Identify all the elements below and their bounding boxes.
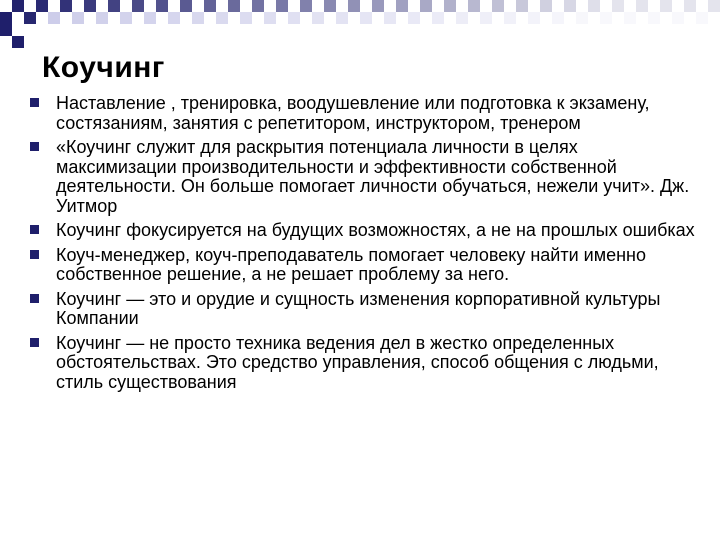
bullet-item [30, 221, 700, 241]
deco-square [300, 0, 312, 12]
deco-square [588, 0, 600, 12]
deco-square [228, 0, 240, 12]
deco-square [600, 12, 612, 24]
deco-square [48, 12, 60, 24]
deco-square [396, 0, 408, 12]
deco-square [36, 0, 48, 12]
deco-square [648, 12, 660, 24]
deco-square [552, 12, 564, 24]
deco-square [324, 0, 336, 12]
bullet-text: Коучинг фокусируется на будущих возможностях, а не на прошлых ошибках [56, 220, 695, 240]
checker-pattern [0, 0, 720, 48]
square-bullet-icon [30, 98, 39, 107]
deco-square [672, 12, 684, 24]
deco-square [24, 12, 36, 24]
deco-square [432, 12, 444, 24]
square-bullet-icon [30, 338, 39, 347]
deco-square [372, 0, 384, 12]
deco-square [120, 12, 132, 24]
bullet-item [30, 334, 700, 393]
deco-square [612, 0, 624, 12]
square-bullet-icon [30, 225, 39, 234]
deco-square [216, 12, 228, 24]
deco-square [156, 0, 168, 12]
deco-square [636, 0, 648, 12]
bullet-text: Наставление , тренировка, воодушевление или подготовка к экзамену, состязаниям, занятия с репетитором, инструктором, тренером [56, 93, 650, 133]
deco-square [60, 0, 72, 12]
deco-square [264, 12, 276, 24]
deco-square [252, 0, 264, 12]
deco-square [360, 12, 372, 24]
bullet-item [30, 246, 700, 285]
deco-square [480, 12, 492, 24]
bullet-text: Коучинг — не просто техника ведения дел в жестко определенных обстоятельствах. Это средство управления, способ общения с людьми, стиль существования [56, 332, 659, 392]
bullet-list [30, 94, 700, 397]
deco-square [180, 0, 192, 12]
square-bullet-icon [30, 142, 39, 151]
deco-square [456, 12, 468, 24]
deco-square [624, 12, 636, 24]
bullet-item [30, 94, 700, 133]
deco-square [336, 12, 348, 24]
deco-square [240, 12, 252, 24]
deco-square [312, 12, 324, 24]
deco-square [516, 0, 528, 12]
deco-square [0, 24, 12, 36]
deco-square [492, 0, 504, 12]
deco-square [660, 0, 672, 12]
slide-title: Коучинг [42, 51, 165, 84]
deco-square [108, 0, 120, 12]
deco-square [168, 12, 180, 24]
deco-square [96, 12, 108, 24]
deco-square [0, 12, 12, 24]
decorative-header-strip [0, 0, 720, 48]
deco-square [132, 0, 144, 12]
deco-square [696, 12, 708, 24]
deco-square [684, 0, 696, 12]
deco-square [528, 12, 540, 24]
deco-square [540, 0, 552, 12]
bullet-text: Коуч-менеджер, коуч-преподаватель помогает человеку найти именно собственное решение, а не решает проблему за него. [56, 244, 646, 284]
deco-square [144, 12, 156, 24]
bullet-item [30, 138, 700, 216]
deco-square [384, 12, 396, 24]
bullet-item [30, 290, 700, 329]
deco-square [276, 0, 288, 12]
deco-square [84, 0, 96, 12]
deco-square [576, 12, 588, 24]
bullet-text: «Коучинг служит для раскрытия потенциала личности в целях максимизации производительности и эффективности собственной деятельности. Он больше помогает личности обучаться, нежели учит». Дж. Уитмор [56, 137, 690, 216]
deco-square [348, 0, 360, 12]
bullet-text: Коучинг — это и орудие и сущность изменения корпоративной культуры Компании [56, 288, 661, 328]
deco-square [288, 12, 300, 24]
deco-square [12, 36, 24, 48]
deco-square [192, 12, 204, 24]
deco-square [504, 12, 516, 24]
deco-square [420, 0, 432, 12]
deco-square [408, 12, 420, 24]
deco-square [444, 0, 456, 12]
deco-square [12, 0, 24, 12]
deco-square [72, 12, 84, 24]
square-bullet-icon [30, 294, 39, 303]
square-bullet-icon [30, 250, 39, 259]
deco-square [564, 0, 576, 12]
deco-square [708, 0, 720, 12]
deco-square [468, 0, 480, 12]
deco-square [204, 0, 216, 12]
